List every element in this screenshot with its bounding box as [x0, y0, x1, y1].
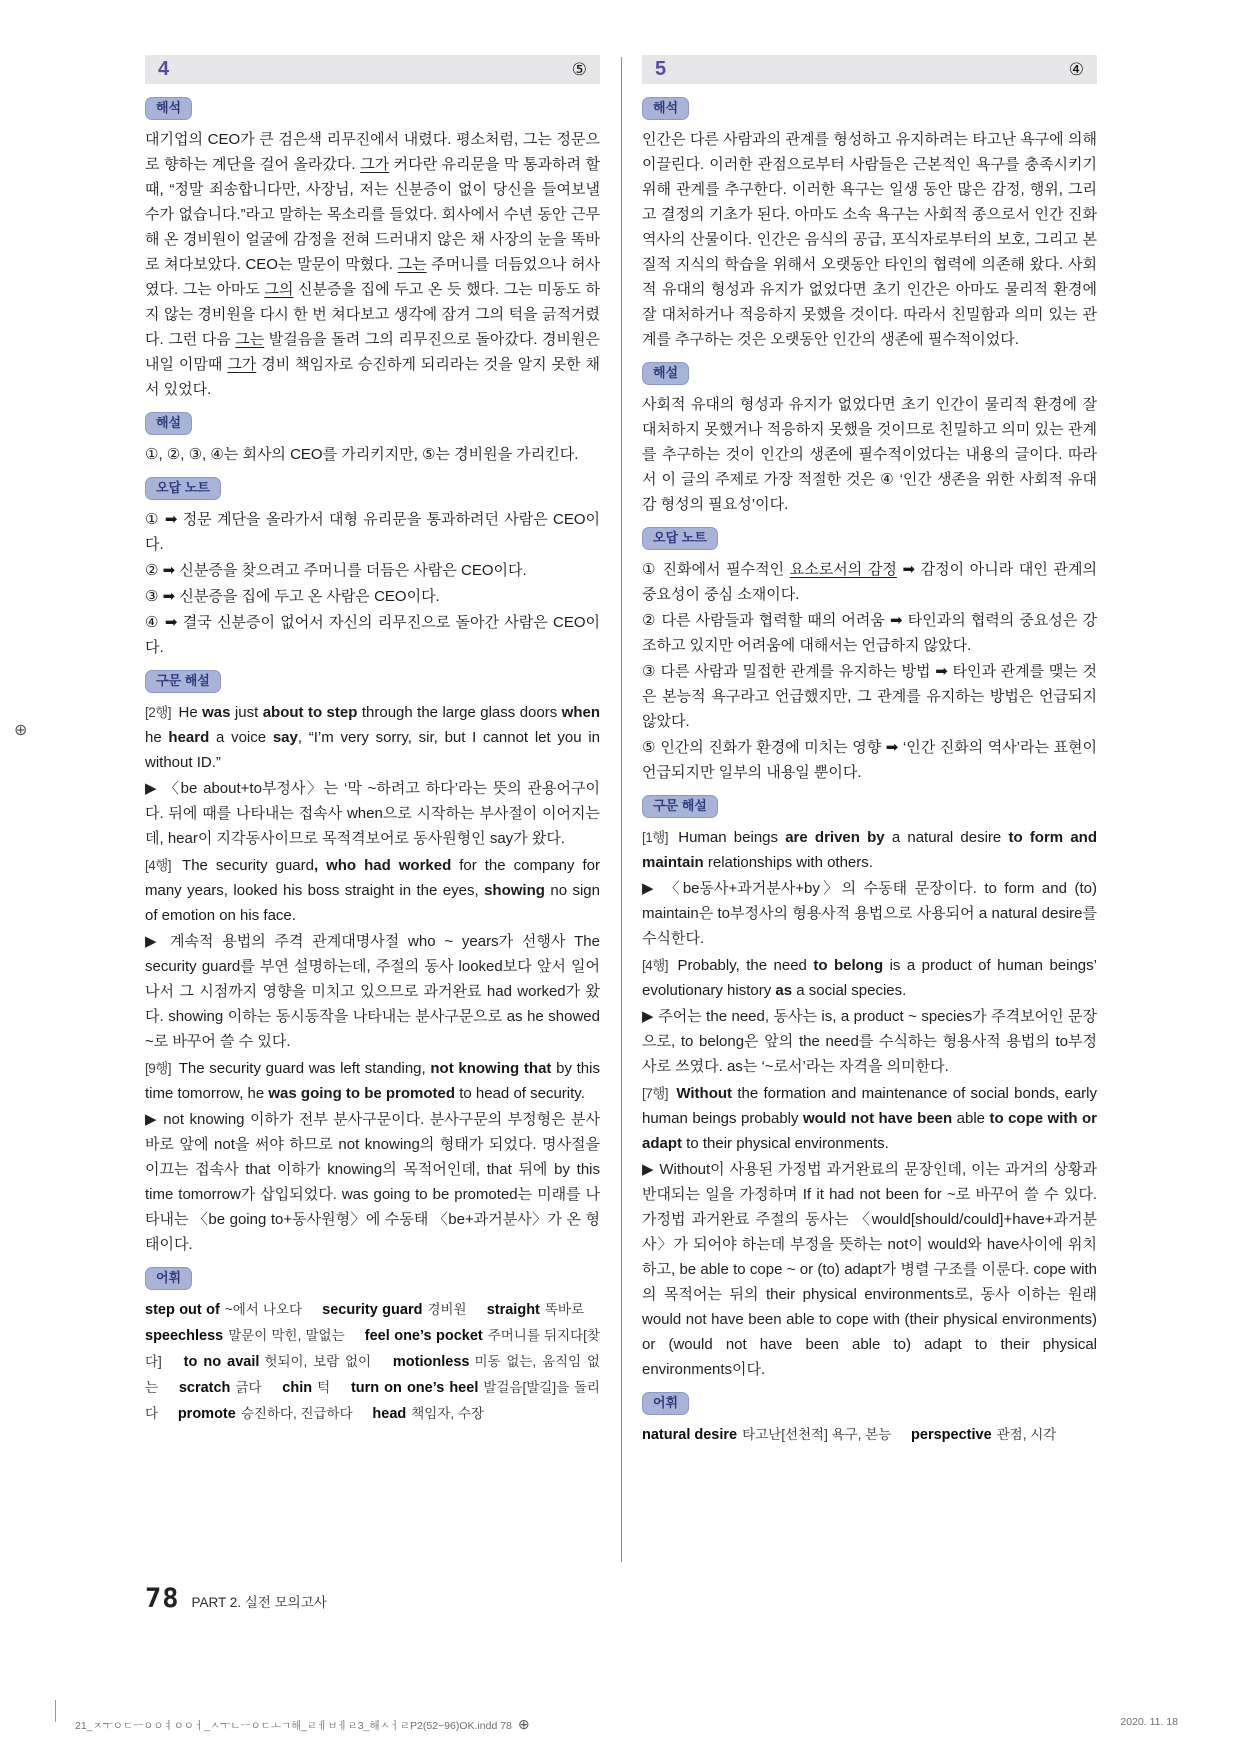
- section-badge-wrong-answer-note: 오답 노트: [642, 527, 718, 550]
- english-sentence: Without the formation and maintenance of social bonds, early human beings probably would not have been able to cope with or adapt to their physical environments.: [642, 1085, 1098, 1152]
- two-column-layout: [145, 55, 1097, 1458]
- section-badge-syntax: 구문 해설: [145, 670, 221, 693]
- vocab-definition: 똑바로: [544, 1302, 584, 1317]
- section-syntax: [642, 795, 1097, 1382]
- vocab-definition: 주머니를 뒤지다[찾다]: [145, 1328, 600, 1369]
- syntax-explanation: ▶ not knowing 이하가 전부 분사구문이다. 분사구문의 부정형은 분사 바로 앞에 not을 써야 하므로 not knowing의 형태가 되었다. 명사절을 이끄는 접속사 that 이하가 knowing의 목적어인데, that 뒤에 by this time tomorrow가 삽입되었다. was going to be promoted는 미래를 나타내는 〈be going to+동사원형〉에 수동태 〈be+과거분사〉가 온 형태이다.: [145, 1111, 600, 1253]
- syntax-sentence: [145, 700, 600, 775]
- section-badge-row: [145, 97, 600, 120]
- wrong-answer-note-paragraph: ① 진화에서 필수적인 요소로서의 감정 ➡ 감정이 아니라 대인 관계의 중요성이 중심 소재이다.: [642, 561, 1098, 603]
- vocab-entry: [487, 1302, 584, 1317]
- line-reference: [2행]: [145, 705, 172, 720]
- section-badge-row: [642, 1392, 1097, 1415]
- translation-paragraph: 인간은 다른 사람과의 관계를 형성하고 유지하려는 타고난 욕구에 의해 이끌린다. 이러한 관점으로부터 사람들은 근본적인 욕구를 충족시키기 위해 관계를 추구한다. 이러한 욕구는 일생 동안 많은 감정, 행위, 그리고 결정의 기초가 된다. 아마도 소속 욕구는 사회적 종으로서 인간 진화 역사의 산물이다. 인간은 음식의 공급, 포식자로부터의 보호, 그리고 본질적 지식의 학습을 위해서 오랫동안 타인의 협력에 의존해 왔다. 사회적 유대의 형성과 유지가 없었다면 초기 인간은 아마도 물리적 환경에 잘 대처하거나 적응하지 못했을 것이다. 따라서 친밀함과 의미 있는 관계를 추구하는 것은 오랫동안 인간의 생존에 필수적이었다.: [642, 131, 1097, 348]
- question-4-sections: [145, 97, 600, 1427]
- vocab-entry: [642, 1427, 891, 1442]
- english-sentence: The security guard was left standing, not knowing that by this time tomorrow, he was going to be promoted to head of security.: [145, 1060, 600, 1102]
- vocab-term: motionless: [392, 1354, 470, 1370]
- print-filename: 21_ㅈㅜㅇㄷㅡㅇㅇㅕㅇㅇㅓ_ㅅㅜㄴㅡㅇㄷㅗㄱ해_ㄹㅔㅂㅔㄹ3_해ㅅㅓㄹP2(52~96)OK.indd 78 ⊕: [75, 1716, 530, 1732]
- vocab-term: speechless: [145, 1328, 224, 1344]
- wrong-answer-note-paragraph: ⑤ 인간의 진화가 환경에 미치는 영향 ➡ ‘인간 진화의 역사’라는 표현이 언급되지만 일부의 내용일 뿐이다.: [642, 739, 1097, 781]
- syntax-explanation: ▶ 〈be about+to부정사〉는 ‘막 ~하려고 하다’라는 뜻의 관용어구이다. 뒤에 때를 나타내는 접속사 when으로 시작하는 부사절이 이어지는데, hear이 지각동사이므로 목적격보어로 동사원형인 say가 왔다.: [145, 780, 600, 847]
- section-badge-vocabulary: 어휘: [642, 1392, 689, 1415]
- vocab-term: chin: [282, 1380, 313, 1396]
- vocab-definition: 타고난[선천적] 욕구, 본능: [742, 1427, 892, 1442]
- part-label: PART 2. 실전 모의고사: [191, 1595, 327, 1610]
- section-translation: [642, 97, 1097, 352]
- wrong-answer-note-paragraph: ② ➡ 신분증을 찾으려고 주머니를 더듬은 사람은 CEO이다.: [145, 562, 527, 579]
- vocab-definition: 승진하다, 진급하다: [240, 1406, 353, 1421]
- vocab-definition: 미동 없는, 움직임 없는: [145, 1354, 600, 1395]
- vocab-term: scratch: [178, 1380, 231, 1396]
- vocab-term: feel one’s pocket: [364, 1328, 483, 1344]
- section-badge-translation: 해석: [145, 97, 192, 120]
- syntax-sentence: [642, 1081, 1097, 1156]
- print-info-line: [75, 1716, 1178, 1733]
- page-number: 78: [145, 1583, 180, 1614]
- english-sentence: Human beings are driven by a natural desire to form and maintain relationships with others.: [642, 829, 1098, 871]
- vocab-entry: [184, 1354, 371, 1369]
- vocab-term: perspective: [911, 1427, 992, 1443]
- vocab-term: natural desire: [642, 1427, 738, 1443]
- section-badge-row: [145, 412, 600, 435]
- answer-circled-number: ⑤: [571, 59, 587, 79]
- syntax-sentence: [642, 825, 1097, 875]
- syntax-explanation: ▶ 〈be동사+과거분사+by〉의 수동태 문장이다. to form and (to) maintain은 to부정사의 형용사적 용법으로 사용되어 a natural desire를 수식한다.: [642, 880, 1097, 947]
- section-badge-wrong-answer-note: 오답 노트: [145, 477, 221, 500]
- vocab-definition: 발걸음[발길]을 돌리다: [145, 1380, 600, 1421]
- section-badge-row: [145, 1267, 600, 1290]
- syntax-explanation: ▶ 주어는 the need, 동사는 is, a product ~ species가 주격보어인 문장으로, to belong은 앞의 the need를 수식하는 형용사적 용법의 to부정사로 쓰였다. as는 ‘~로서’라는 자격을 의미한다.: [642, 1008, 1097, 1075]
- line-reference: [1행]: [642, 830, 669, 845]
- vocab-term: security guard: [322, 1302, 423, 1318]
- question-4-column: [145, 55, 600, 1458]
- page-footer: [145, 1583, 327, 1614]
- page-content: [145, 55, 1097, 1458]
- section-badge-row: [642, 362, 1097, 385]
- line-reference: [4행]: [145, 858, 172, 873]
- vocab-term: straight: [486, 1302, 540, 1318]
- question-5-column: [642, 55, 1097, 1458]
- section-explanation: [145, 412, 600, 467]
- explanation-paragraph: ①, ②, ③, ④는 회사의 CEO를 가리키지만, ⑤는 경비원을 가리킨다.: [145, 446, 579, 463]
- line-reference: [7행]: [642, 1086, 669, 1101]
- english-sentence: The security guard, who had worked for the company for many years, looked his boss straight in the eyes, showing no sign of emotion on his face.: [145, 857, 600, 924]
- section-badge-explanation: 해설: [145, 412, 192, 435]
- wrong-answer-note-paragraph: ① ➡ 정문 계단을 올라가서 대형 유리문을 통과하려던 사람은 CEO이다.: [145, 511, 600, 553]
- english-sentence: He was just about to step through the large glass doors when he heard a voice say, “I’m very sorry, sir, but I cannot let you in without ID.”: [145, 704, 600, 771]
- print-date: 2020. 11. 18: [1120, 1716, 1178, 1728]
- trim-mark: [55, 1700, 56, 1722]
- vocab-entry: [145, 1328, 345, 1343]
- section-badge-row: [642, 527, 1097, 550]
- question-number: 4: [158, 58, 170, 80]
- section-badge-translation: 해석: [642, 97, 689, 120]
- vocab-definition: 말문이 막힌, 말없는: [228, 1328, 345, 1343]
- english-sentence: Probably, the need to belong is a product of human beings’ evolutionary history as a social species.: [642, 957, 1097, 999]
- vocab-entry: [178, 1406, 353, 1421]
- translation-paragraph: 대기업의 CEO가 큰 검은색 리무진에서 내렸다. 평소처럼, 그는 정문으로 향하는 계단을 걸어 올라갔다. 그가 커다란 유리문을 막 통과하려 할 때, “정말 죄송합니다만, 사장님, 저는 신분증이 없이 당신을 들여보낼 수가 없습니다.”라고 말하는 목소리를 들었다. 회사에서 수년 동안 근무해 온 경비원이 얼굴에 감정을 전혀 드러내지 않은 채 사장의 눈을 똑바로 쳐다보았다. CEO는 말문이 막혔다. 그는 주머니를 더듬었으나 허사였다. 그는 아마도 그의 신분증을 집에 두고 온 듯 했다. 그는 미동도 하지 않는 경비원을 다시 한 번 쳐다보고 생각에 잠겨 그의 턱을 긁적거렸다. 그런 다음 그는 발걸음을 돌려 그의 리무진으로 돌아갔다. 경비원은 내일 이맘때 그가 경비 책임자로 승진하게 되리라는 것을 알지 못한 채 서 있었다.: [145, 131, 600, 398]
- section-badge-syntax: 구문 해설: [642, 795, 718, 818]
- question-5-header-bar: [642, 55, 1097, 84]
- vocab-entry: [145, 1302, 302, 1317]
- vocab-definition: 경비원: [427, 1302, 467, 1317]
- vocab-definition: ~에서 나오다: [224, 1302, 303, 1317]
- answer-circled-number: ④: [1068, 59, 1084, 79]
- vocab-list: [145, 1297, 600, 1427]
- section-wrong-answer-note: [642, 527, 1097, 785]
- wrong-answer-note-paragraph: ② 다른 사람들과 협력할 때의 어려움 ➡ 타인과의 협력의 중요성은 강조하고 있지만 어려움에 대해서는 언급하지 않았다.: [642, 612, 1097, 654]
- vocab-entry: [372, 1406, 484, 1421]
- vocab-term: promote: [177, 1406, 236, 1422]
- vocab-definition: 턱: [317, 1380, 331, 1395]
- section-badge-explanation: 해설: [642, 362, 689, 385]
- section-syntax: [145, 670, 600, 1257]
- section-vocabulary: [145, 1267, 600, 1427]
- line-reference: [9행]: [145, 1061, 172, 1076]
- vocab-entry: [911, 1427, 1056, 1442]
- line-reference: [4행]: [642, 958, 669, 973]
- vocab-list: [642, 1422, 1097, 1448]
- wrong-answer-note-paragraph: ③ ➡ 신분증을 집에 두고 온 사람은 CEO이다.: [145, 588, 440, 605]
- question-5-sections: [642, 97, 1097, 1448]
- syntax-sentence: [145, 1056, 600, 1106]
- section-badge-row: [145, 670, 600, 693]
- section-wrong-answer-note: [145, 477, 600, 660]
- registration-mark-icon: ⊕: [14, 722, 28, 739]
- section-explanation: [642, 362, 1097, 517]
- vocab-definition: 책임자, 수장: [411, 1406, 484, 1421]
- vocab-definition: 긁다: [235, 1380, 262, 1395]
- vocab-entry: [282, 1380, 330, 1395]
- section-badge-row: [145, 477, 600, 500]
- question-number: 5: [655, 58, 667, 80]
- column-divider: [621, 57, 622, 1562]
- vocab-entry: [322, 1302, 466, 1317]
- section-badge-vocabulary: 어휘: [145, 1267, 192, 1290]
- vocab-term: to no avail: [183, 1354, 260, 1370]
- vocab-term: step out of: [145, 1302, 220, 1318]
- syntax-sentence: [642, 953, 1097, 1003]
- syntax-sentence: [145, 853, 600, 928]
- vocab-definition: 헛되이, 보람 없이: [264, 1354, 372, 1369]
- section-vocabulary: [642, 1392, 1097, 1448]
- vocab-term: head: [372, 1406, 407, 1422]
- wrong-answer-note-paragraph: ④ ➡ 결국 신분증이 없어서 자신의 리무진으로 돌아간 사람은 CEO이다.: [145, 614, 600, 656]
- vocab-term: turn on one’s heel: [350, 1380, 479, 1396]
- section-badge-row: [642, 795, 1097, 818]
- registration-crosshair-icon: ⊕: [517, 1716, 530, 1732]
- syntax-explanation: ▶ Without이 사용된 가정법 과거완료의 문장인데, 이는 과거의 상황과 반대되는 일을 가정하며 If it had not been for ~로 바꾸어 쓸 수 있다. 가정법 과거완료 주절의 동사는 〈would[should/could]+have+과거분사〉가 되어야 하는데 부정을 뜻하는 not이 would와 have사이에 위치하고, be able to cope ~ or (to) adapt가 병렬 구조를 이룬다. cope with의 목적어는 뒤의 their physical environments로, 동사 이하는 원래 would not have been able to cope with (their physical environments) or (would not have been able to) adapt to their physical environments이다.: [642, 1161, 1097, 1378]
- question-4-header-bar: [145, 55, 600, 84]
- vocab-entry: [179, 1380, 262, 1395]
- section-translation: [145, 97, 600, 402]
- wrong-answer-note-paragraph: ③ 다른 사람과 밀접한 관계를 유지하는 방법 ➡ 타인과 관계를 맺는 것은 본능적 욕구라고 언급했지만, 그 관계를 유지하는 방법은 언급되지 않았다.: [642, 663, 1097, 730]
- vocab-definition: 관점, 시각: [996, 1427, 1057, 1442]
- syntax-explanation: ▶ 계속적 용법의 주격 관계대명사절 who ~ years가 선행사 The security guard를 부연 설명하는데, 주절의 동사 looked보다 앞서 일어나서 그 시점까지 영향을 미치고 있으므로 과거완료 had worked가 왔다. showing 이하는 동시동작을 나타내는 분사구문으로 as he showed ~로 바꾸어 쓸 수 있다.: [145, 933, 600, 1050]
- section-badge-row: [642, 97, 1097, 120]
- explanation-paragraph: 사회적 유대의 형성과 유지가 없었다면 초기 인간이 물리적 환경에 잘 대처하지 못했거나 적응하지 못했을 것이므로 친밀하고 의미 있는 관계를 추구하는 것이 인간의 생존에 필수적이었다는 내용의 글이다. 따라서 이 글의 주제로 가장 적절한 것은 ④ ‘인간 생존을 위한 사회적 유대감 형성의 필요성’이다.: [642, 396, 1097, 513]
